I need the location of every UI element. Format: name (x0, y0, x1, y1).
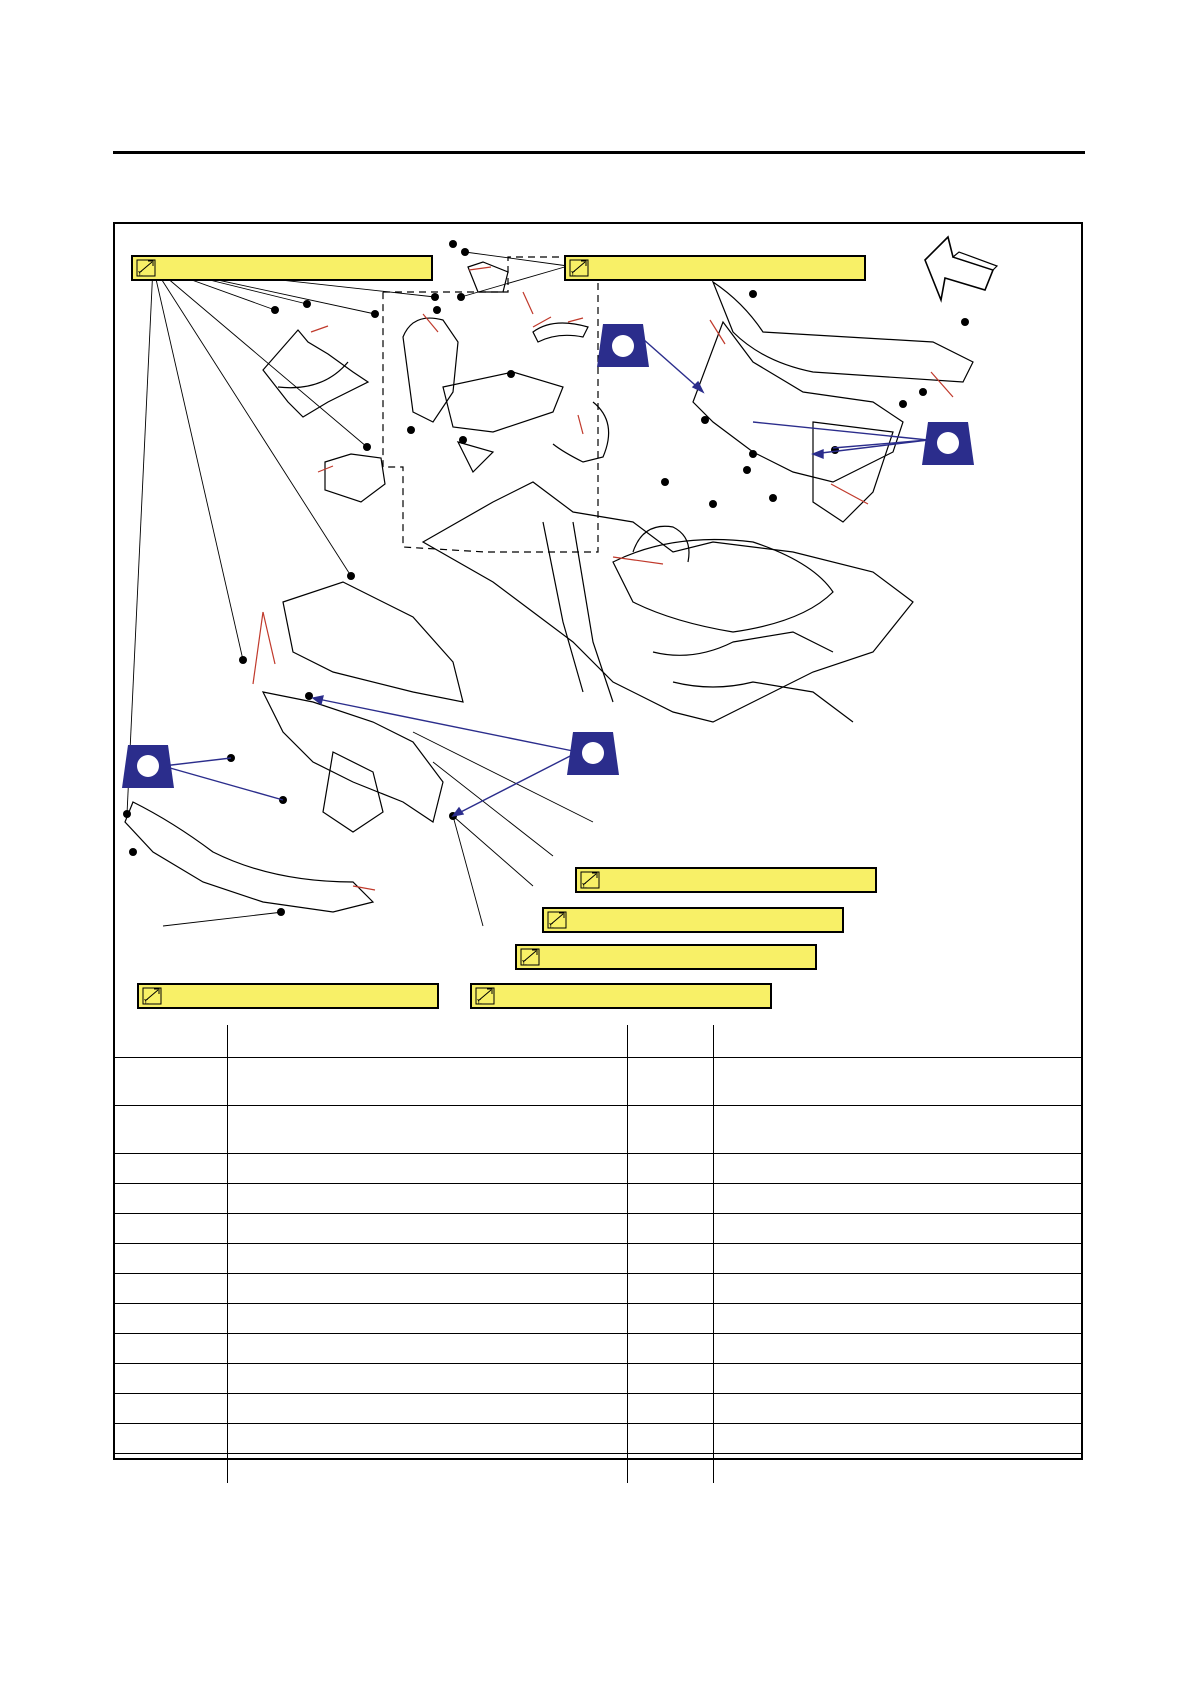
table-cell (113, 1364, 227, 1394)
table-row (113, 1214, 1083, 1244)
main-frame-outline (423, 482, 913, 722)
table-cell (627, 1274, 713, 1304)
torque-spec-box-4 (542, 907, 844, 933)
exploded-parts-diagram (113, 222, 1083, 1025)
table-cell (113, 1106, 227, 1154)
lower-cowl-part (263, 692, 443, 822)
torque-spec-box-5 (515, 944, 817, 970)
wrench-torque-icon (567, 258, 591, 278)
table-cell (627, 1334, 713, 1364)
table-row (113, 1244, 1083, 1274)
table-cell (227, 1106, 627, 1154)
torque-spec-box-6 (137, 983, 439, 1009)
table-cell (713, 1106, 1083, 1154)
table-cell (113, 1304, 227, 1334)
wrench-torque-icon (140, 986, 164, 1006)
parts-list-table (113, 1025, 1083, 1483)
header-qty (627, 1025, 713, 1058)
thread-lock-icon (122, 324, 974, 788)
table-cell (713, 1304, 1083, 1334)
table-cell (627, 1106, 713, 1154)
table-cell (113, 1244, 227, 1274)
table-cell (627, 1154, 713, 1184)
table-cell (113, 1274, 227, 1304)
svg-text:T.: T. (522, 960, 527, 967)
table-cell (627, 1184, 713, 1214)
table-row (113, 1424, 1083, 1454)
table-row (113, 1184, 1083, 1214)
svg-text:T.: T. (549, 923, 554, 930)
thread-lock-arrows (163, 339, 928, 816)
header-remarks (713, 1025, 1083, 1058)
table-cell (713, 1454, 1083, 1484)
table-row (113, 1154, 1083, 1184)
table-cell (713, 1058, 1083, 1106)
wrench-torque-icon (518, 947, 542, 967)
table-cell (227, 1334, 627, 1364)
table-cell (227, 1364, 627, 1394)
header-order (113, 1025, 227, 1058)
front-cowl-part (283, 582, 463, 702)
table-row (113, 1364, 1083, 1394)
table-cell (227, 1424, 627, 1454)
header-rule (113, 151, 1085, 154)
svg-text:T.: T. (477, 999, 482, 1006)
svg-text:T.: T. (571, 271, 576, 278)
front-direction-arrow-icon (925, 237, 997, 300)
table-cell (113, 1454, 227, 1484)
svg-text:T.: T. (582, 883, 587, 890)
table-cell (713, 1214, 1083, 1244)
table-cell (227, 1304, 627, 1334)
wrench-torque-icon (578, 870, 602, 890)
table-cell (713, 1274, 1083, 1304)
lower-side-panel (125, 802, 373, 912)
table-cell (627, 1394, 713, 1424)
table-cell (227, 1154, 627, 1184)
parts-linework (125, 257, 973, 912)
bracket-part (468, 262, 508, 292)
torque-spec-box-7 (470, 983, 772, 1009)
torque-leader-lines (127, 252, 593, 926)
table-cell (227, 1394, 627, 1424)
table-row (113, 1454, 1083, 1484)
table-row (113, 1106, 1083, 1154)
table-cell (713, 1154, 1083, 1184)
svg-text:T.: T. (144, 999, 149, 1006)
table-cell (227, 1058, 627, 1106)
table-cell (227, 1214, 627, 1244)
table-cell (113, 1334, 227, 1364)
header-job-part (227, 1025, 627, 1058)
table-cell (713, 1394, 1083, 1424)
svg-text:T.: T. (138, 271, 143, 278)
meter-housing-part (403, 318, 458, 422)
table-cell (113, 1424, 227, 1454)
table-header-row (113, 1025, 1083, 1058)
table-cell (627, 1454, 713, 1484)
wrench-torque-icon (134, 258, 158, 278)
bolt-markers (123, 240, 969, 916)
diagram-drawing (113, 222, 1083, 1025)
small-cover-part (325, 454, 385, 502)
table-row (113, 1394, 1083, 1424)
cover-strip-part (533, 323, 588, 342)
table-cell (627, 1214, 713, 1244)
table-cell (627, 1304, 713, 1334)
table-row (113, 1334, 1083, 1364)
table-row (113, 1304, 1083, 1334)
table-cell (713, 1244, 1083, 1274)
table-cell (713, 1424, 1083, 1454)
table-cell (713, 1334, 1083, 1364)
table-cell (113, 1184, 227, 1214)
inset-dashed-box (383, 257, 598, 552)
table-cell (713, 1184, 1083, 1214)
table-cell (627, 1058, 713, 1106)
table-cell (113, 1394, 227, 1424)
table-cell (227, 1244, 627, 1274)
wrench-torque-icon (473, 986, 497, 1006)
table-row (113, 1274, 1083, 1304)
table-row (113, 1058, 1083, 1106)
torque-spec-box-2 (564, 255, 866, 281)
table-cell (113, 1154, 227, 1184)
table-cell (627, 1244, 713, 1274)
table-cell (627, 1364, 713, 1394)
torque-spec-box-1 (131, 255, 433, 281)
torque-spec-box-3 (575, 867, 877, 893)
table-cell (627, 1424, 713, 1454)
table-cell (113, 1214, 227, 1244)
wrench-torque-icon (545, 910, 569, 930)
table-cell (227, 1274, 627, 1304)
table-cell (227, 1184, 627, 1214)
table-cell (227, 1454, 627, 1484)
table-cell (113, 1058, 227, 1106)
table-cell (713, 1364, 1083, 1394)
